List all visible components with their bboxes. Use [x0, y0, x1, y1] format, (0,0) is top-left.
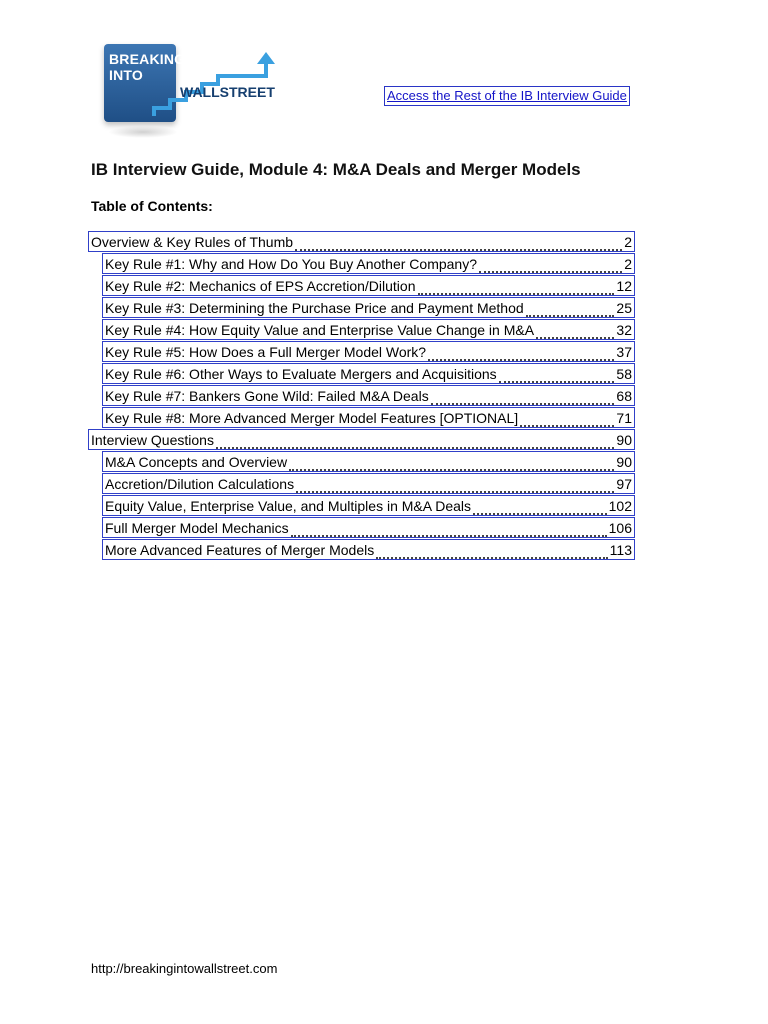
toc-entry-page: 71: [616, 409, 632, 426]
toc-entry-label: Key Rule #7: Bankers Gone Wild: Failed M&A Deals: [105, 387, 429, 404]
toc-entry-page: 25: [616, 299, 632, 316]
toc-entry-page: 12: [616, 277, 632, 294]
toc-entry-page: 58: [616, 365, 632, 382]
toc-entry-label: Key Rule #2: Mechanics of EPS Accretion/Dilution: [105, 277, 416, 294]
toc-entry-page: 102: [608, 497, 632, 514]
toc-entry[interactable]: [102, 385, 635, 406]
toc-entry-label: Key Rule #5: How Does a Full Merger Model Work?: [105, 343, 427, 360]
toc-entry[interactable]: [102, 363, 635, 384]
toc-entry-page: 113: [609, 541, 632, 558]
toc-dot-leader: [295, 245, 622, 251]
toc-entry-page: 37: [616, 343, 632, 360]
toc-entry[interactable]: [102, 275, 635, 296]
toc-entry-label: More Advanced Features of Merger Models: [105, 541, 375, 558]
toc-dot-leader: [296, 487, 614, 493]
toc-entry-label: M&A Concepts and Overview: [105, 453, 288, 470]
toc-dot-leader: [418, 289, 615, 295]
toc-entry-page: 97: [616, 475, 632, 492]
toc-dot-leader: [479, 267, 622, 273]
toc-entry-page: 2: [624, 255, 632, 272]
toc-dot-leader: [376, 553, 607, 559]
toc-entry-label: Key Rule #4: How Equity Value and Enterprise Value Change in M&A: [105, 321, 535, 338]
toc-dot-leader: [431, 399, 615, 405]
guide-link[interactable]: Access the Rest of the IB Interview Guide: [384, 86, 630, 106]
document-title: IB Interview Guide, Module 4: M&A Deals and Merger Models: [91, 160, 581, 179]
toc-entry[interactable]: [102, 297, 635, 318]
toc-entry-label: Accretion/Dilution Calculations: [105, 475, 295, 492]
toc-entry-label: Key Rule #8: More Advanced Merger Model Features [OPTIONAL]: [105, 409, 519, 426]
toc-entry[interactable]: [102, 253, 635, 274]
toc-entry-label: Equity Value, Enterprise Value, and Multiples in M&A Deals: [105, 497, 472, 514]
toc-entry-page: 90: [616, 453, 632, 470]
toc-heading: Table of Contents:: [91, 198, 213, 214]
toc-dot-leader: [428, 355, 614, 361]
toc-dot-leader: [289, 465, 614, 471]
toc-entry-label: Key Rule #6: Other Ways to Evaluate Mergers and Acquisitions: [105, 365, 497, 382]
footer-url[interactable]: http://breakingintowallstreet.com: [91, 961, 278, 976]
toc-entry-page: 90: [616, 431, 632, 448]
toc-entry-label: Overview & Key Rules of Thumb: [91, 233, 294, 250]
toc-entry-label: Key Rule #3: Determining the Purchase Price and Payment Method: [105, 299, 524, 316]
toc-entry[interactable]: [102, 517, 635, 538]
logo-text-line2: INTO: [109, 67, 143, 83]
logo-text-line1: BREAKING: [109, 51, 186, 67]
toc-entry[interactable]: [102, 539, 635, 560]
toc-entry[interactable]: [102, 495, 635, 516]
toc-entry-page: 106: [608, 519, 632, 536]
toc-dot-leader: [520, 421, 614, 427]
toc-entry-page: 32: [616, 321, 632, 338]
toc-entry-label: Key Rule #1: Why and How Do You Buy Another Company?: [105, 255, 477, 272]
toc-dot-leader: [499, 377, 615, 383]
toc-entry-page: 68: [616, 387, 632, 404]
toc-entry-label: Interview Questions: [91, 431, 214, 448]
toc-entry-page: 2: [624, 233, 632, 250]
toc-entry-label: Full Merger Model Mechanics: [105, 519, 289, 536]
toc-entry[interactable]: [102, 319, 635, 340]
toc-entry[interactable]: [102, 473, 635, 494]
toc-entry[interactable]: [88, 429, 635, 450]
toc-entry[interactable]: [88, 231, 635, 252]
table-of-contents: [88, 231, 635, 561]
breaking-into-wallstreet-logo: [104, 44, 274, 140]
toc-entry[interactable]: [102, 407, 635, 428]
toc-dot-leader: [216, 443, 614, 449]
toc-dot-leader: [526, 311, 615, 317]
toc-dot-leader: [291, 531, 607, 537]
logo-text-line3: WALLSTREET: [180, 84, 275, 100]
logo-reflection: [108, 126, 178, 138]
toc-dot-leader: [473, 509, 607, 515]
toc-dot-leader: [536, 333, 614, 339]
toc-entry[interactable]: [102, 341, 635, 362]
toc-entry[interactable]: [102, 451, 635, 472]
